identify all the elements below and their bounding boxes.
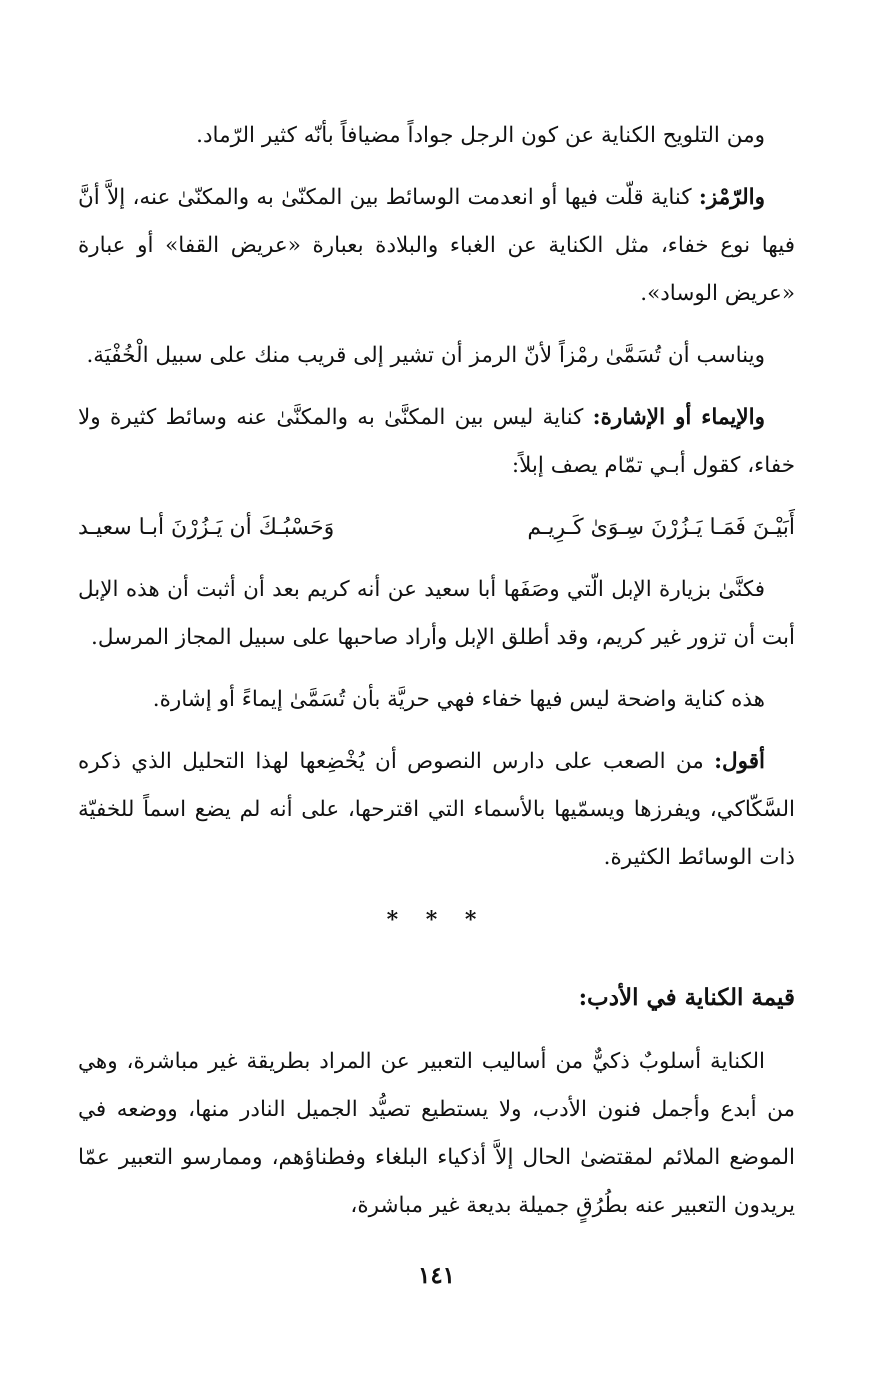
section-heading: قيمة الكناية في الأدب: [578, 984, 795, 1011]
paragraph-ramz-body: كناية قلّت فيها أو انعدمت الوسائط بين المكنّىٰ به والمكنّىٰ عنه، إلاَّ أنَّ فيها نوع خفاء، مثل الكناية عن الغباء والبلادة بعبارة «عريض القفا» أو عبارة «عريض الوساد». [78, 185, 795, 306]
paragraph-ramz [78, 174, 795, 318]
paragraph-ramz-naming: ويناسب أن تُسَمَّىٰ رمْزاً لأنّ الرمز أن تشير إلى قريب منك على سبيل الْخُفْيَة. [86, 343, 765, 368]
paragraph-verse-explanation: فكنَّىٰ بزيارة الإبل الّتي وصَفَها أبا سعيد عن أنه كريم بعد أن أثبت أن هذه الإبل أبت أن تزور غير كريم، وقد أطلق الإبل وأراد صاحبها على سبيل المجاز المرسل. [78, 577, 795, 650]
paragraph-aqoul [78, 738, 795, 882]
paragraph-talwih: ومن التلويح الكناية عن كون الرجل جواداً مضيافاً بأنّه كثير الرّماد. [196, 123, 765, 148]
term-ramz: والرّمْز: [698, 185, 765, 210]
poem-second-hemistich: وَحَسْبُـكَ أن يَـزُرْنَ أبـا سعيـد [78, 515, 335, 540]
poem-first-hemistich: أَبَيْـنَ فَمَـا يَـزُرْنَ سِـوَىٰ كَـرِيـم [527, 515, 795, 540]
paragraph-imaa [78, 394, 795, 490]
section-separator: * * * [386, 907, 487, 933]
term-aqoul: أقول: [714, 749, 765, 774]
page-number: ١٤١ [417, 1262, 456, 1289]
poem-verse [78, 504, 795, 552]
paragraph-aqoul-body: من الصعب على دارس النصوص أن يُخْضِعها لهذا التحليل الذي ذكره السَّكّاكي، ويفرزها ويسمّيها بالأسماء التي اقترحها، على أنه لم يضع اسماً للخفيّة ذات الوسائط الكثيرة. [78, 749, 795, 870]
paragraph-imaa-body: كناية ليس بين المكنَّىٰ به والمكنَّىٰ عنه وسائط كثيرة ولا خفاء، كقول أبـي تمّام يصف إبلاً: [78, 405, 795, 478]
paragraph-kinaya-value: الكناية أسلوبٌ ذكيٌّ من أساليب التعبير عن المراد بطريقة غير مباشرة، وهي من أبدع وأجمل فنون الأدب، ولا يستطيع تصيُّد الجميل النادر منها، ووضعه في الموضع الملائم لمقتضىٰ الحال إلاَّ أذكياء البلغاء وفطناؤهم، وممارسو التعبير عمّا يريدون التعبير عنه بطُرُقٍ جميلة بديعة غير مباشرة، [78, 1049, 795, 1218]
term-imaa: والإيماء أو الإشارة: [592, 405, 765, 430]
page-body [78, 112, 795, 1244]
paragraph-imaa-conclusion: هذه كناية واضحة ليس فيها خفاء فهي حريَّة بأن تُسَمَّىٰ إيماءً أو إشارة. [152, 687, 765, 712]
